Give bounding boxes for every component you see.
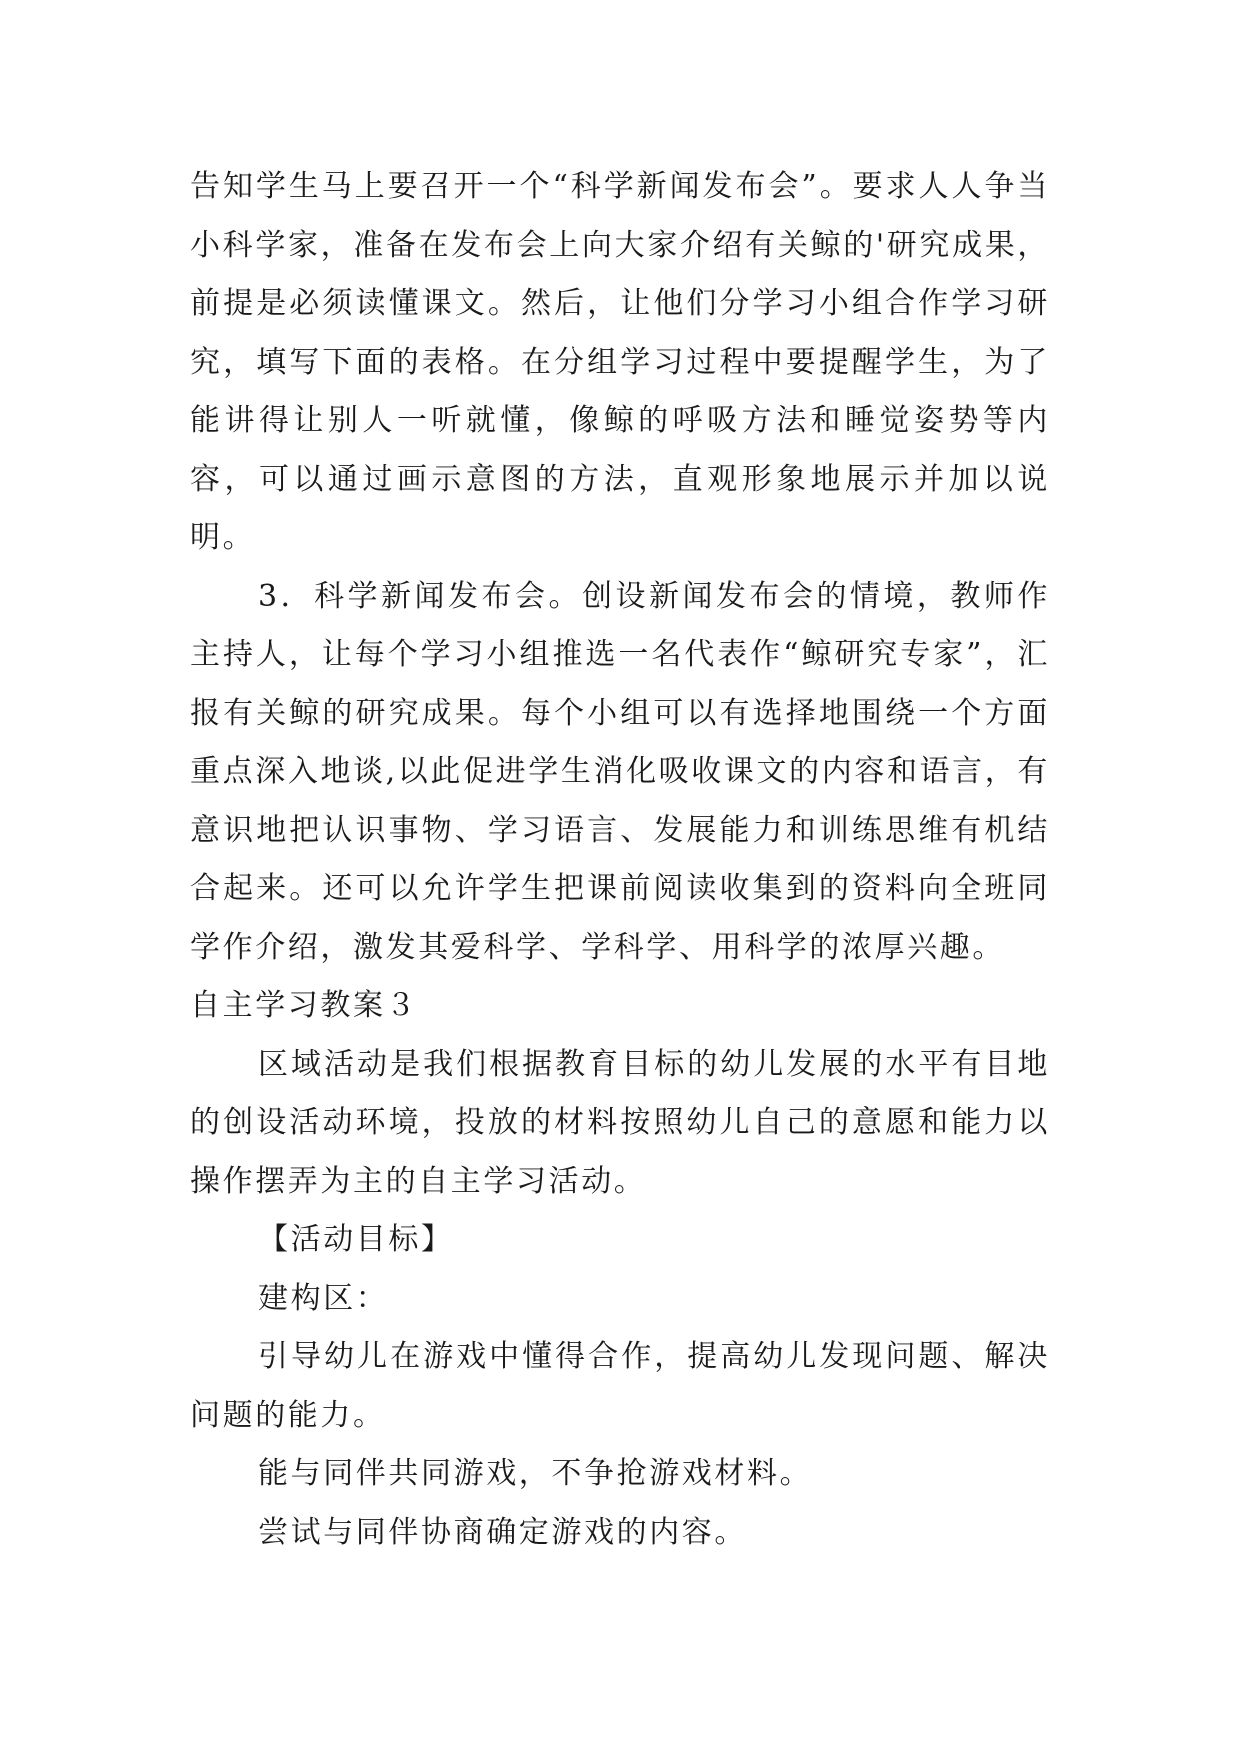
section-heading-lesson-plan-3: 自主学习教案３	[190, 988, 419, 1023]
paragraph-area-activity-intro: 区域活动是我们根据教育目标的幼儿发展的水平有目地的创设活动环境，投放的材料按照幼儿自己的意愿和能力以操作摆弄为主的自主学习活动。	[190, 1046, 1050, 1199]
paragraph-goal-negotiate-content: 尝试与同伴协商确定游戏的内容。	[258, 1514, 747, 1550]
paragraph-goal-share-materials: 能与同伴共同游戏，不争抢游戏材料。	[258, 1456, 813, 1491]
subheading-activity-goals: 【活动目标】	[258, 1222, 454, 1257]
paragraph-goal-cooperation: 引导幼儿在游戏中懂得合作，提高幼儿发现问题、解决问题的能力。	[190, 1339, 1050, 1433]
document-body	[190, 158, 1050, 1562]
subheading-construction-area: 建构区：	[258, 1280, 389, 1316]
paragraph-press-conference-instructions: 告知学生马上要召开一个“科学新闻发布会”。要求人人争当小科学家，准备在发布会上向大家介绍有关鲸的'研究成果，前提是必须读懂课文。然后，让他们分学习小组合作学习研究，填写下面的表格。在分组学习过程中要提醒学生，为了能讲得让别人一听就懂，像鲸的呼吸方法和睡觉姿势等内容，可以通过画示意图的方法，直观形象地展示并加以说明。	[190, 169, 1050, 555]
paragraph-step-3-news-conference: 3．科学新闻发布会。创设新闻发布会的情境，教师作主持人，让每个学习小组推选一名代表作“鲸研究专家”，汇报有关鲸的研究成果。每个小组可以有选择地围绕一个方面重点深入地谈,以此促进学生消化吸收课文的内容和语言，有意识地把认识事物、学习语言、发展能力和训练思维有机结合起来。还可以允许学生把课前阅读收集到的资料向全班同学作介绍，激发其爱科学、学科学、用科学的浓厚兴趣。	[190, 578, 1050, 965]
